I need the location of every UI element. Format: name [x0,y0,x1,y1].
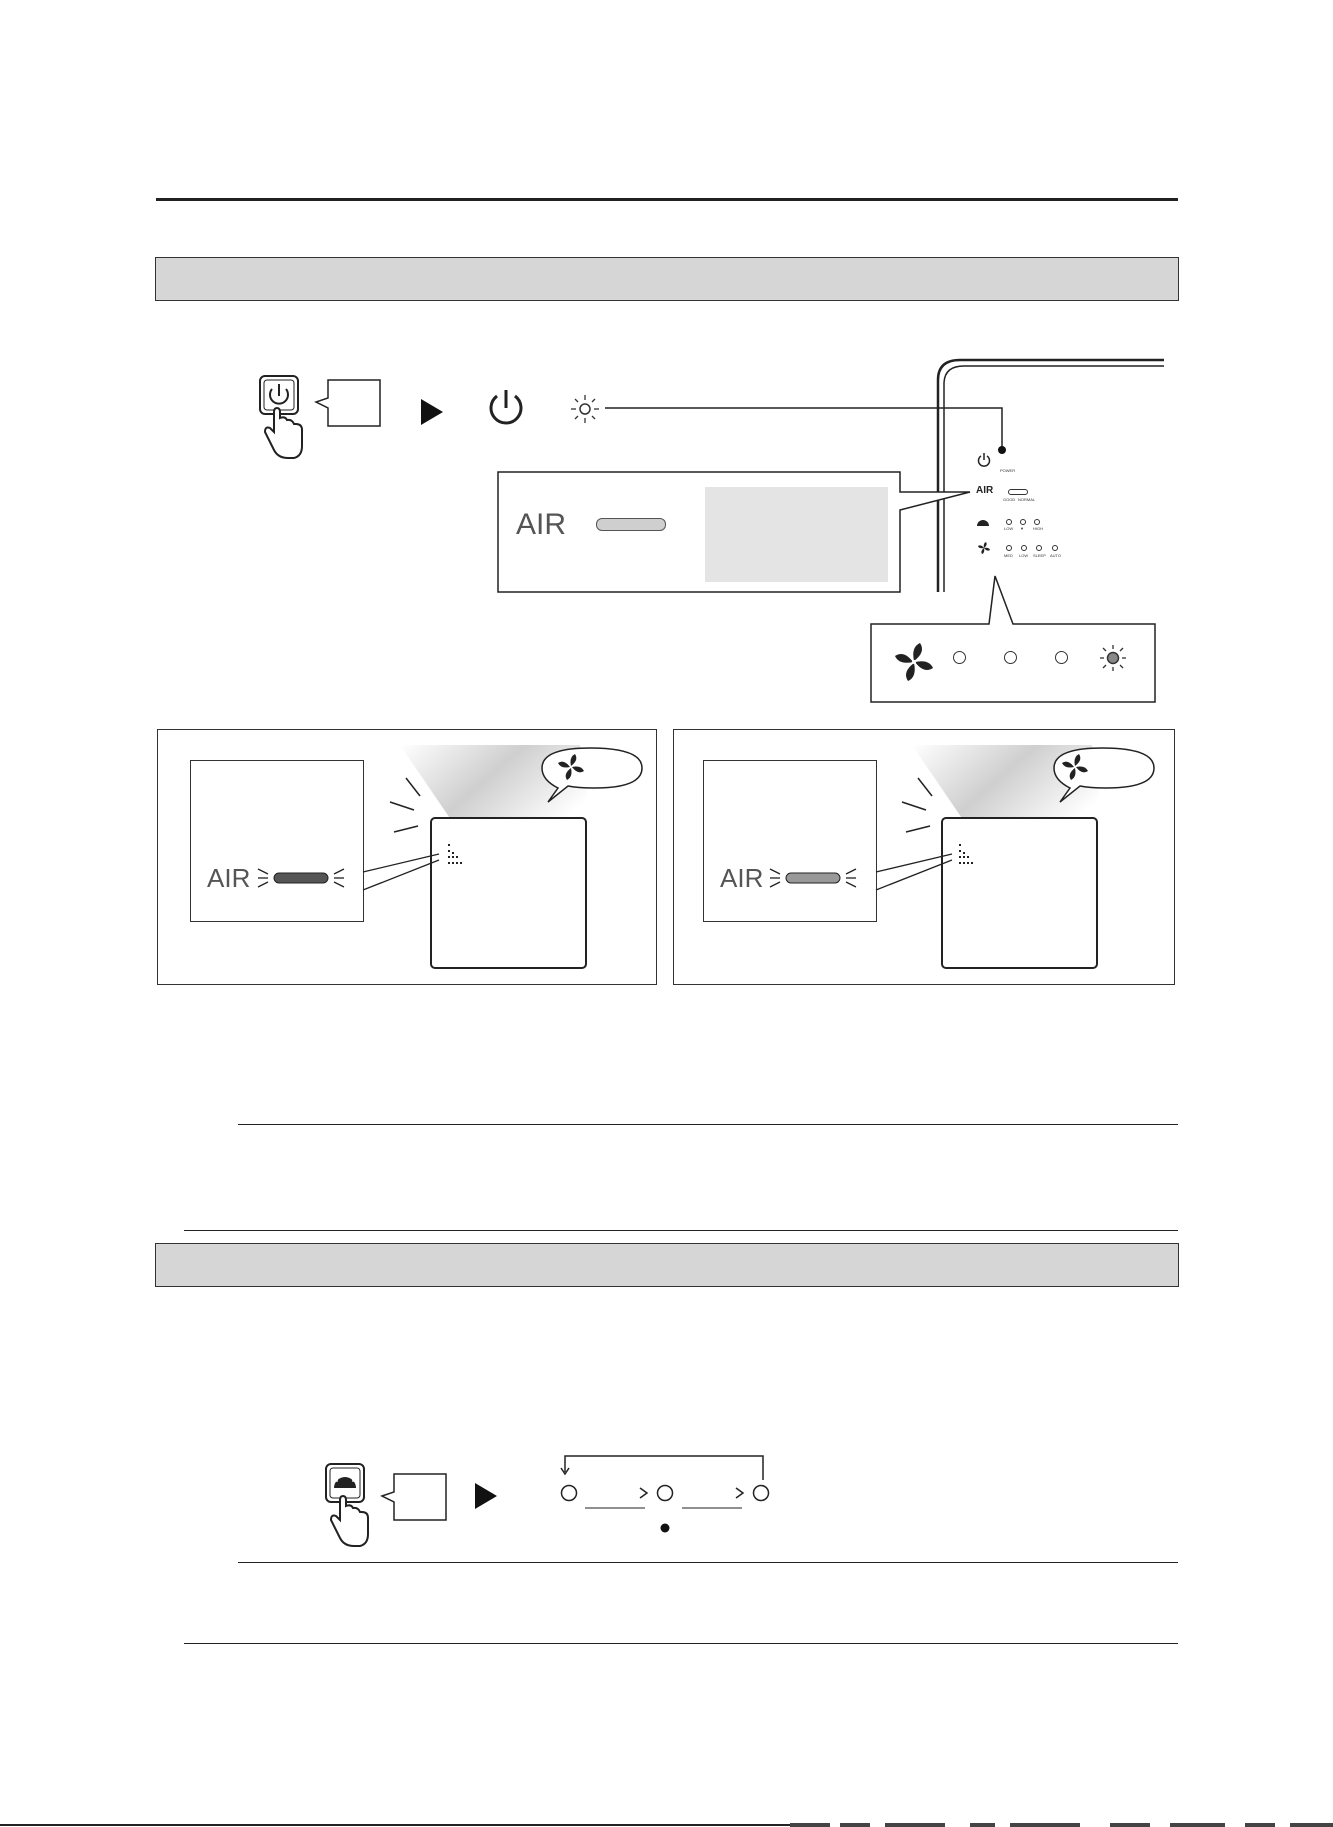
panel-speed-label-high: HIGH [1033,526,1043,531]
bottom-edge-cropped-text [790,1821,1333,1827]
fan-mode-led-3 [1055,651,1068,664]
example-right-air-label: AIR [720,863,764,893]
fan-mode-led-active-icon [1099,644,1127,672]
example-right-fan-icon [1060,752,1090,782]
air-callout-indicator [596,518,666,531]
air-callout-gray-panel [705,487,888,582]
section-band-1 [155,257,1179,301]
panel-power-label: POWER [1000,468,1016,473]
example-left-zoom-lines [363,850,443,895]
example-left-speech-bubble [538,744,648,806]
speed-cycle-diagram [555,1450,775,1540]
press-power-button-icon [256,372,306,462]
blinking-led-icon [570,394,600,424]
arrow-right-icon [421,399,443,425]
fan-callout-box [869,574,1157,704]
panel-air-label: AIR [976,485,994,496]
press-speed-button-icon [322,1460,374,1550]
fan-icon [892,640,936,684]
fan-mode-led-1 [953,651,966,664]
panel-mode-label-med: MED [1004,553,1013,558]
example-left-zoom-box [190,760,364,922]
note-rule-3 [238,1562,1178,1563]
panel-mode-led-2 [1021,545,1027,551]
section-band-2 [155,1243,1179,1287]
arrow-right-icon-2 [475,1483,497,1509]
speech-bubble-1 [314,378,384,430]
panel-air-indicator [1008,489,1028,495]
panel-mode-led-4 [1052,545,1058,551]
example-right-zoom-box [703,760,877,922]
panel-speed-led-3 [1034,519,1040,525]
top-rule [156,198,1178,201]
example-right-air-bar-blinking-icon [768,863,858,893]
panel-speed-led-1 [1006,519,1012,525]
panel-speed-label-mid: ▼ [1020,526,1024,531]
example-left-device [430,817,587,969]
note-rule-4 [184,1643,1178,1644]
example-right-device-dots [957,843,977,869]
panel-mode-label-auto: AUTO [1050,553,1062,558]
example-left-air-label: AIR [207,863,251,893]
fan-mode-led-2 [1004,651,1017,664]
panel-speed-led-2 [1020,519,1026,525]
panel-mode-label-sleep: SLEEP [1033,553,1046,558]
panel-mode-label-low: LOW [1019,553,1029,558]
panel-mode-led-1 [1006,545,1012,551]
panel-air-indicator-label-normal: NORMAL [1018,497,1036,502]
panel-mode-led-3 [1036,545,1042,551]
bottom-edge-rule [0,1824,790,1826]
example-left-device-dots [446,843,466,869]
example-right-zoom-lines [876,850,956,895]
note-rule-1 [238,1124,1178,1125]
air-callout-label: AIR [516,508,567,541]
example-right-device [941,817,1098,969]
speech-bubble-2 [380,1472,450,1524]
panel-speed-icon [976,515,990,527]
example-left-emission-lines [386,776,426,836]
panel-speed-label-low: LOW [1004,526,1014,531]
power-icon [486,388,526,428]
panel-air-indicator-label-good: GOOD [1003,497,1016,502]
example-left-fan-icon [556,752,586,782]
panel-power-icon [977,453,991,467]
example-right-emission-lines [898,776,938,836]
note-rule-2 [184,1230,1178,1231]
example-left-air-bar-blinking-icon [256,863,346,893]
panel-fan-icon [977,541,991,555]
